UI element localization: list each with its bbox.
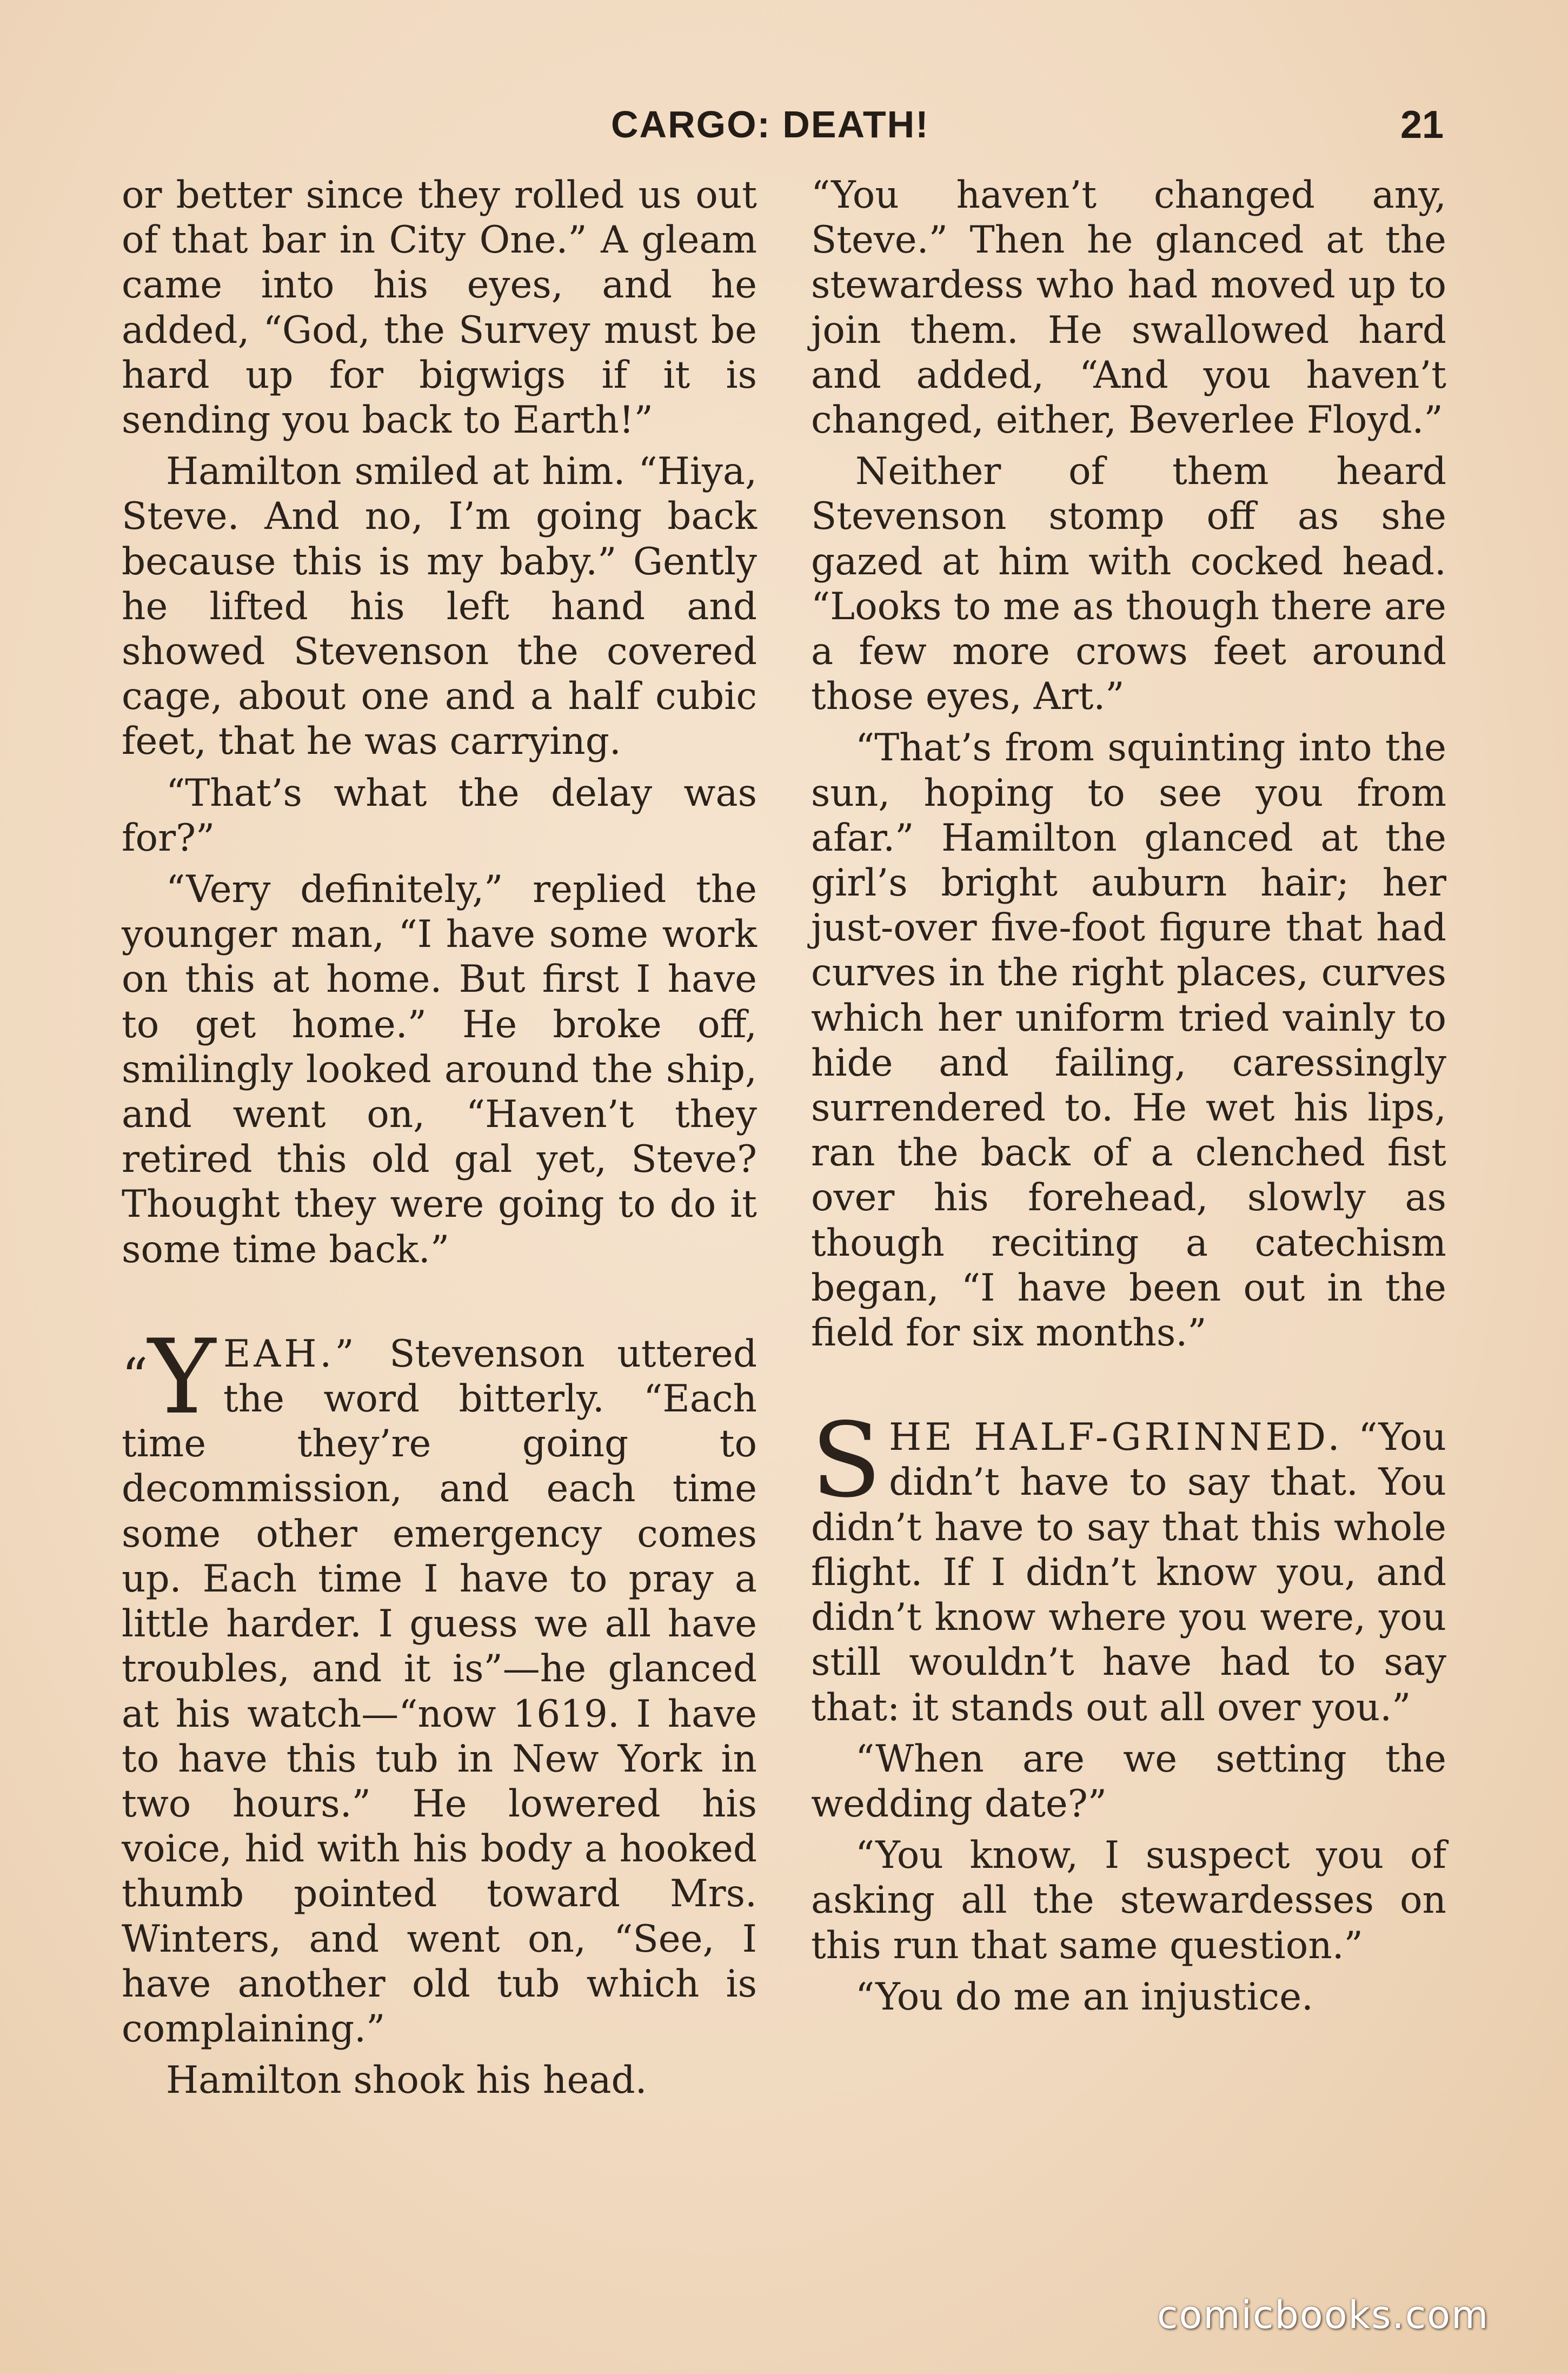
paragraph: Neither of them heard Stevenson stomp off as she gazed at him with cocked head. “Looks to me as though there are a few more crows feet around those eyes, Art.” xyxy=(811,450,1446,719)
paragraph: “That’s what the delay was for?” xyxy=(122,771,757,860)
section-opening-paragraph xyxy=(811,1401,1446,1730)
running-header: CARGO: DEATH! xyxy=(611,103,929,145)
paragraph: “You do me an injustice. xyxy=(855,1975,1313,2019)
left-column xyxy=(122,173,757,2110)
section-text: Stevenson uttered the word bitterly. “Each time they’re going to decommission, and each time some other emergency comes up. Each time I have to pray a little harder. I guess we all have troubles, and it is”—he glanced at his watch—“now 1619. I have to have this tub in New York in two hours.” He lowered his voice, hid with his body a hooked thumb pointed toward Mrs. Winters, and went on, “See, I have another old tub which is complaining.” xyxy=(122,1332,758,2051)
paragraph: “You haven’t changed any, Steve.” Then he glanced at the stewardess who had moved up to join them. He swallowed hard and added, “And you haven’t changed, either, Beverlee Floyd.” xyxy=(811,174,1446,442)
paragraph: or better since they rolled us out of that bar in City One.” A gleam came into his eyes, and he added, “God, the Survey must be hard up for bigwigs if it is sending you back to Earth!” xyxy=(122,174,757,442)
paragraph: “That’s from squinting into the sun, hoping to see you from afar.” Hamilton glanced at the girl’s bright auburn hair; her just-over five-foot figure that had curves in the right places, curves which her uniform tried vainly to hide and failing, caressingly surrendered to. He wet his lips, ran the back of a clenched fist over his forehead, slowly as though reciting a catechism began, “I have been out in the field for six months.” xyxy=(811,726,1446,1355)
paragraph: Hamilton smiled at him. “Hiya, Steve. And no, I’m going back because this is my baby.” Gently he lifted his left hand and showed Stevenson the covered cage, about one and a half cubic feet, that he was carrying. xyxy=(122,450,757,764)
watermark: comicbooks.com xyxy=(1157,2293,1490,2337)
paragraph: “Very definitely,” replied the younger man, “I have some work on this at home. But first I have to get home.” He broke off, smilingly looked around the ship, and went on, “Haven’t they retired this old gal yet, Steve? Thought they were going to do it some time back.” xyxy=(122,868,757,1271)
drop-cap: S xyxy=(811,1401,882,1521)
section-lead-in: EAH.” xyxy=(223,1332,357,1376)
drop-cap: “Y xyxy=(122,1317,216,1437)
paragraph: Hamilton shook his head. xyxy=(166,2059,647,2103)
page-number: 21 xyxy=(1400,103,1444,147)
section-text: “You didn’t have to say that. You didn’t have to say that this whole flight. If I didn’t know you, and didn’t know where you were, you still wouldn’t have had to say that: it stands out all over you.” xyxy=(811,1416,1446,1729)
section-opening-paragraph xyxy=(122,1317,758,2052)
section-lead-in: HE HALF-GRINNED. xyxy=(889,1416,1343,1460)
paragraph: “You know, I suspect you of asking all the stewardesses on this run that same question.” xyxy=(811,1834,1446,1967)
paragraph: “When are we setting the wedding date?” xyxy=(811,1737,1446,1826)
right-column xyxy=(811,173,1446,2026)
